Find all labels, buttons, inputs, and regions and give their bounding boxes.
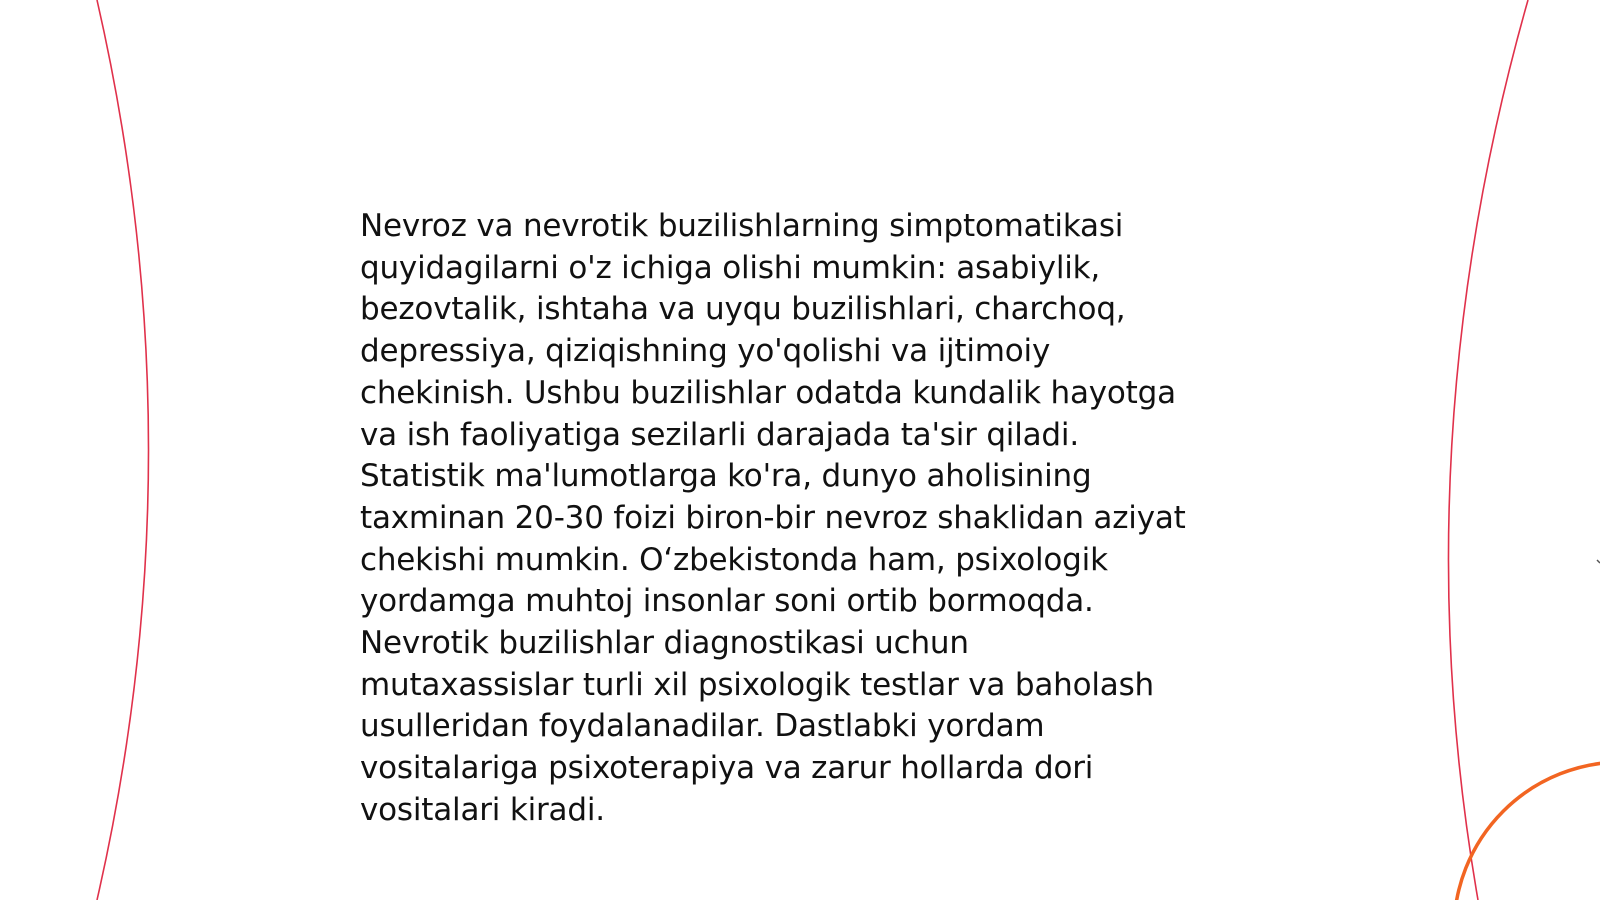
- left-curve-line: [97, 0, 149, 900]
- right-curve-line: [1448, 0, 1528, 900]
- body-paragraph: Nevroz va nevrotik buzilishlarning simptomatikasi quyidagilarni o'z ichiga olishi mumkin: asabiylik, bezovtalik, ishtaha va uyqu buzilishlari, charchoq, depressiya, qiziqishning yo'qolishi va ijtimoiy chekinish. Ushbu buzilishlar odatda kundalik hayotga va ish faoliyatiga sezilarli darajada ta'sir qiladi. Statistik ma'lumotlarga ko'ra, dunyo aholisining taxminan 20-30 foizi biron-bir nevroz shaklidan aziyat chekishi mumkin. O‘zbekistonda ham, psixologik yordamga muhtoj insonlar soni ortib bormoqda. Nevrotik buzilishlar diagnostikasi uchun mutaxassislar turli xil psixologik testlar va baholash usulleridan foydalanadilar. Dastlabki yordam vositalariga psixoterapiya va zarur hollarda dori vositalari kiradi.: [360, 208, 1186, 828]
- orange-ring-shape: [1454, 762, 1600, 900]
